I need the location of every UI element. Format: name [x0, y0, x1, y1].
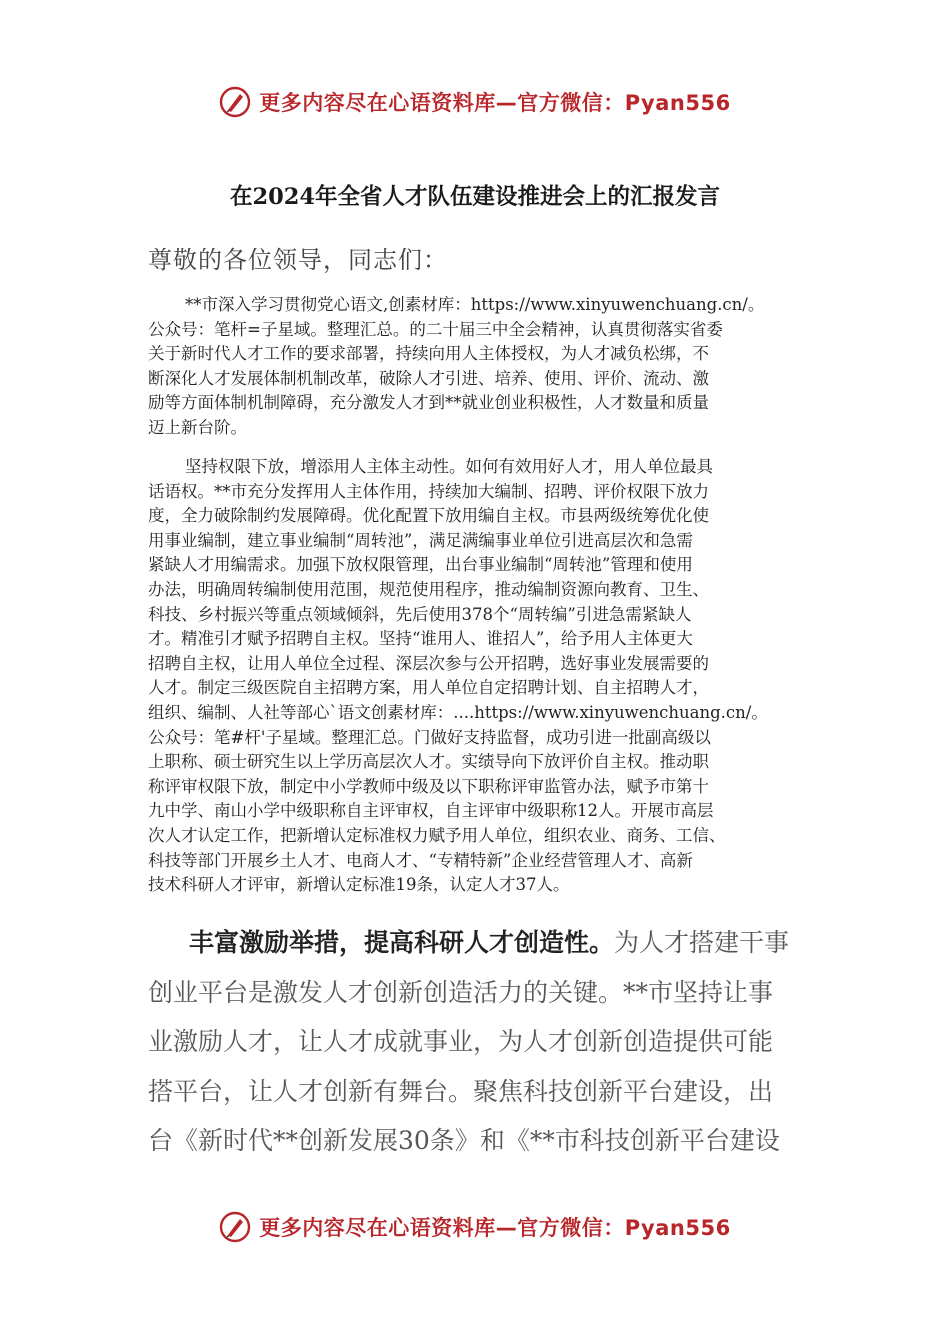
paragraph-line: 组织、编制、人社等部心`语文创素材库：....https://www.xinyuwenchuang.cn/。 — [148, 702, 768, 722]
paragraph-line: 公众号：笔#杆'子星域。整理汇总。门做好支持监督，成功引进一批副高级以 — [148, 727, 711, 747]
paragraph-line: 话语权。**市充分发挥用人主体作用，持续加大编制、招聘、评价权限下放力 — [148, 481, 709, 501]
paragraph-line: 创业平台是激发人才创新创造活力的关键。**市坚持让事 — [148, 977, 774, 1007]
paragraph-3 — [148, 918, 810, 1166]
paragraph-line: 九中学、南山小学中级职称自主评审权，自主评审中级职称12人。开展市高层 — [148, 801, 714, 821]
document-title: 在2024年全省人才队伍建设推进会上的汇报发言 — [229, 184, 721, 210]
quill-pen-logo-icon — [219, 86, 251, 118]
paragraph-line: 迈上新台阶。 — [148, 417, 247, 437]
paragraph-line: 人才。制定三级医院自主招聘方案，用人单位自定招聘计划、自主招聘人才， — [148, 678, 709, 698]
paragraph-line: 断深化人才发展体制机制改革，破除人才引进、培养、使用、评价、流动、激 — [148, 368, 709, 388]
footer-banner — [0, 1211, 950, 1243]
paragraph-2 — [148, 455, 808, 898]
paragraph-line: 台《新时代**创新发展30条》和《**市科技创新平台建设 — [148, 1126, 780, 1155]
paragraph-line: 科技等部门开展乡土人才、电商人才、“专精特新”企业经营管理人才、高新 — [148, 850, 693, 870]
paragraph-line — [148, 918, 810, 968]
paragraph-1 — [148, 293, 808, 441]
salutation: 尊敬的各位领导，同志们： — [148, 246, 448, 274]
paragraph-line: 技术科研人才评审，新增认定标准19条，认定人才37人。 — [148, 875, 570, 895]
paragraph-heading: 丰富激励举措，提高科研人才创造性。 — [189, 928, 615, 957]
paragraph-line: 业激励人才，让人才成就事业，为人才创新创造提供可能 — [148, 1027, 774, 1056]
paragraph-line: 招聘自主权，让用人单位全过程、深层次参与公开招聘，选好事业发展需要的 — [148, 653, 709, 673]
paragraph-line: **市深入学习贯彻党心语文,创素材库：https://www.xinyuwenchuang.cn/。 — [185, 295, 765, 314]
quill-pen-logo-icon — [219, 1211, 251, 1243]
paragraph-line: 办法，明确周转编制使用范围，规范使用程序，推动编制资源向教育、卫生、 — [148, 579, 709, 599]
paragraph-line: 公众号：笔杆=子星域。整理汇总。的二十届三中全会精神，认真贯彻落实省委 — [148, 319, 723, 339]
paragraph-line: 才。精准引才赋予招聘自主权。坚持“谁用人、谁招人”，给予用人主体更大 — [148, 629, 693, 649]
paragraph-line: 用事业编制，建立事业编制“周转池”，满足满编事业单位引进高层次和急需 — [148, 530, 693, 550]
header-banner — [0, 86, 950, 118]
paragraph-line: 科技、乡村振兴等重点领域倾斜，先后使用378个“周转编”引进急需紧缺人 — [148, 604, 692, 624]
header-banner-text: 更多内容尽在心语资料库—官方微信：Pyan556 — [259, 91, 731, 115]
paragraph-line: 坚持权限下放，增添用人主体主动性。如何有效用好人才，用人单位最具 — [185, 457, 713, 476]
paragraph-text: 为人才搭建干事 — [614, 928, 790, 957]
footer-banner-text: 更多内容尽在心语资料库—官方微信：Pyan556 — [259, 1216, 731, 1240]
paragraph-line: 搭平台，让人才创新有舞台。聚焦科技创新平台建设，出 — [148, 1076, 774, 1106]
paragraph-line: 次人才认定工作，把新增认定标准权力赋予用人单位，组织农业、商务、工信、 — [148, 825, 726, 845]
paragraph-line: 称评审权限下放，制定中小学教师中级及以下职称评审监管办法，赋予市第十 — [148, 776, 709, 796]
paragraph-line: 紧缺人才用编需求。加强下放权限管理，出台事业编制“周转池”管理和使用 — [148, 555, 693, 575]
paragraph-line: 度，全力破除制约发展障碍。优化配置下放用编自主权。市县两级统筹优化使 — [148, 506, 709, 526]
paragraph-line: 励等方面体制机制障碍，充分激发人才到**就业创业积极性，人才数量和质量 — [148, 393, 709, 413]
paragraph-line: 关于新时代人才工作的要求部署，持续向用人主体授权，为人才减负松绑，不 — [148, 344, 709, 364]
paragraph-line: 上职称、硕士研究生以上学历高层次人才。实绩导向下放评价自主权。推动职 — [148, 752, 709, 772]
